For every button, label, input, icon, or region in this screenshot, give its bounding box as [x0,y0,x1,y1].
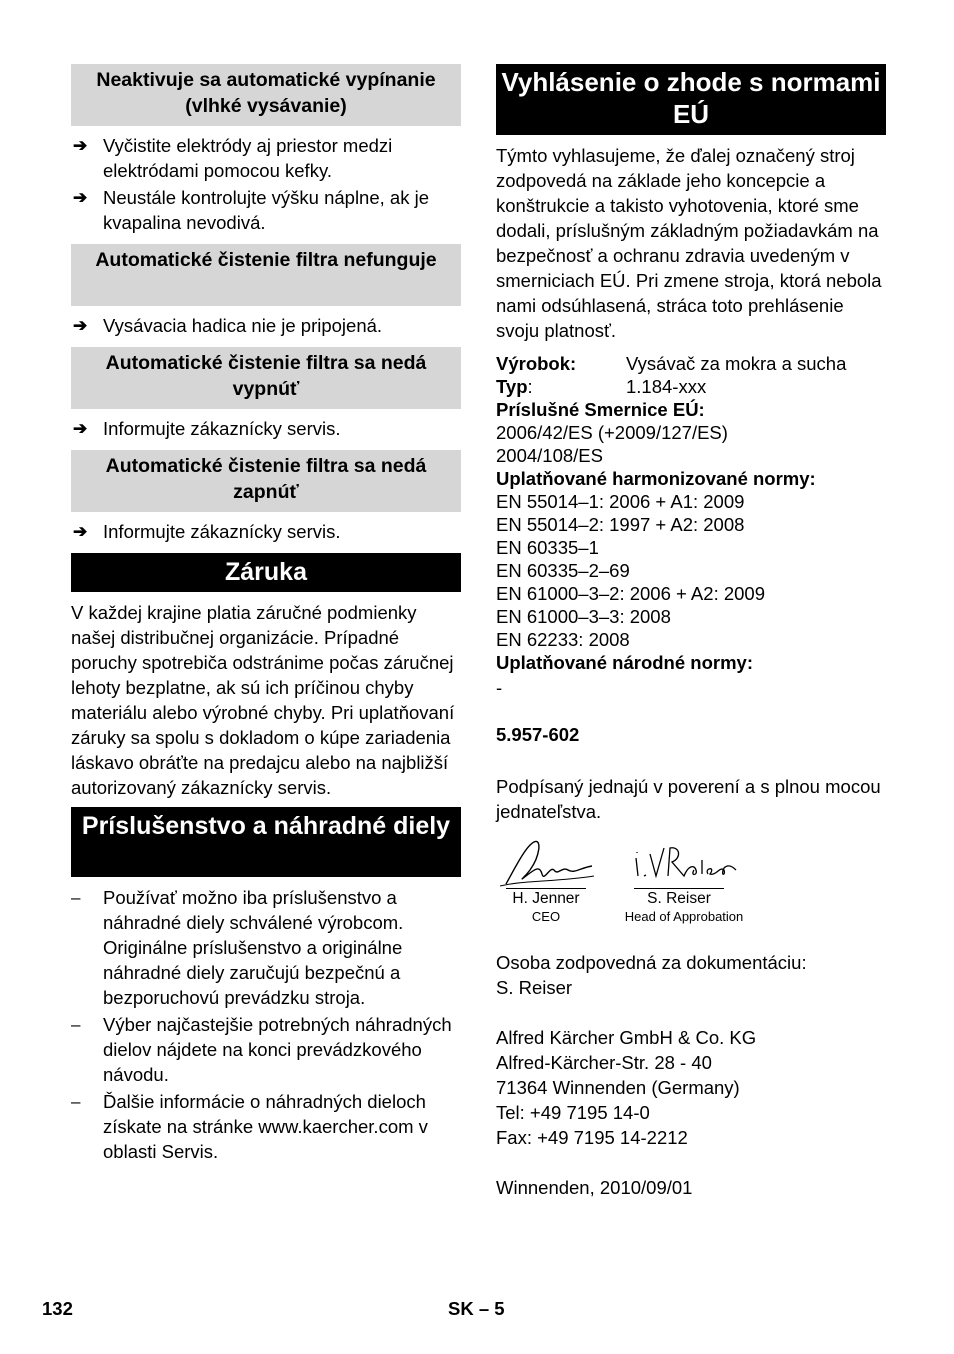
address-line: Alfred-Kärcher-Str. 28 - 40 [496,1052,712,1073]
dash-icon: – [71,888,81,907]
address-line: Tel: +49 7195 14-0 [496,1102,650,1123]
company-address [496,1025,886,1150]
declaration-heading: Vyhlásenie o zhode s normami EÚ [496,64,886,135]
dash-icon: – [71,1092,81,1111]
section-marker: SK – 5 [448,1298,505,1319]
left-column [71,64,461,1164]
address-line: Fax: +49 7195 14-2212 [496,1127,688,1148]
place-date: Winnenden, 2010/09/01 [496,1177,693,1198]
arrow-icon: ➔ [73,522,88,541]
declaration-text: Týmto vyhlasujeme, že ďalej označený stroj zodpovedá na základe jeho koncepcie a konštrukcie a takisto vyhotovenia, ktoré sme dodali, príslušným základným požiadavkám na bezpečnosť a ochranu zdravia uvedeným v smerniciach EÚ. Pri zmene stroja, ktorá nebola nami odsúhlasená, stráca toto prehlásenie svoju platnosť. [496,145,882,341]
signer-role: CEO [531,909,561,924]
standard-item: EN 60335–2–69 [496,560,630,581]
type-row [496,375,886,398]
bullet-list [71,416,461,441]
signature-jenner-graphic [496,836,596,888]
signature-area [496,836,886,936]
accessories-list [71,885,461,1164]
product-label: Výrobok: [496,353,577,374]
list-item: – Výber najčastejšie potrebných náhradných dielov nájdete na konci prevádzkového návodu. [71,1014,452,1085]
section-heading: Automatické čistenie filtra nefunguje [71,244,461,306]
responsible-label: Osoba zodpovedná za dokumentáciu: [496,952,807,973]
directive-item: 2006/42/ES (+2009/127/ES) [496,422,728,443]
section-heading: Automatické čistenie filtra sa nedá vypnúť [71,347,461,409]
bullet-list [71,519,461,544]
arrow-icon: ➔ [73,419,88,438]
harmonized-label: Uplatňované harmonizované normy: [496,468,816,489]
signer-name: S. Reiser [634,888,724,908]
dash-icon: – [71,1015,81,1034]
list-item: ➔ Informujte zákaznícky servis. [73,521,341,542]
responsible-name: S. Reiser [496,977,573,998]
list-item: ➔ Neustále kontrolujte výšku náplne, ak je kvapalina nevodivá. [73,187,429,233]
arrow-icon: ➔ [73,136,88,155]
section-heading: Automatické čistenie filtra sa nedá zapnúť [71,450,461,512]
arrow-icon: ➔ [73,316,88,335]
list-item: – Používať možno iba príslušenstvo a náhradné diely schválené výrobcom. Originálne príslušenstvo a originálne náhradné diely zaručujú bezpečnú a bezporuchovú prevádzku stroja. [71,887,404,1008]
signature-jenner [496,836,596,926]
signer-name: H. Jenner [506,888,586,908]
list-item: ➔ Informujte zákaznícky servis. [73,418,341,439]
product-value: Vysávač za mokra a sucha [626,353,847,374]
product-row [496,352,886,375]
warranty-text: V každej krajine platia záručné podmienky našej distribučnej organizácie. Prípadné poruchy spotrebiča odstránime počas záručnej lehoty bezplatne, ak sú ich príčinou chyby materiálu alebo výrobné chyby. Pri uplatňovaní záruky sa spolu s dokladom o kúpe zariadenia láskavo obráťte na predajcu alebo na najbližší autorizovaný zákaznícky servis. [71,602,455,798]
list-item: ➔ Vyčistite elektródy aj priestor medzi elektródami pomocou kefky. [73,135,393,181]
type-value: 1.184-xxx [626,376,707,397]
address-line: Alfred Kärcher GmbH & Co. KG [496,1027,757,1048]
directive-item: 2004/108/ES [496,445,603,466]
standard-item: EN 60335–1 [496,537,599,558]
product-details [496,352,886,699]
directives-label: Príslušné Smernice EÚ: [496,399,705,420]
accessories-heading: Príslušenstvo a náhradné diely [71,807,461,877]
national-value: - [496,677,503,698]
type-label: Typ: [496,376,533,397]
standard-item: EN 62233: 2008 [496,629,630,650]
arrow-icon: ➔ [73,188,88,207]
signer-role: Head of Approbation [624,909,744,924]
document-number: 5.957-602 [496,724,580,745]
list-item: ➔ Vysávacia hadica nie je pripojená. [73,315,383,336]
right-column [496,64,886,1200]
signature-reiser [624,836,744,926]
bullet-list [71,133,461,235]
standard-item: EN 55014–2: 1997 + A2: 2008 [496,514,745,535]
address-line: 71364 Winnenden (Germany) [496,1077,740,1098]
standard-item: EN 61000–3–3: 2008 [496,606,671,627]
page-number: 132 [42,1298,73,1319]
standard-item: EN 55014–1: 2006 + A1: 2009 [496,491,745,512]
section-heading: Neaktivuje sa automatické vypínanie (vlhké vysávanie) [71,64,461,126]
signature-reiser-graphic [624,836,744,888]
standard-item: EN 61000–3–2: 2006 + A2: 2009 [496,583,765,604]
warranty-heading: Záruka [71,553,461,592]
signed-text: Podpísaný jednajú v poverení a s plnou mocou jednateľstva. [496,776,881,822]
national-label: Uplatňované národné normy: [496,652,753,673]
list-item: – Ďalšie informácie o náhradných dieloch získate na stránke www.kaercher.com v oblasti Servis. [71,1091,428,1162]
bullet-list [71,313,461,338]
